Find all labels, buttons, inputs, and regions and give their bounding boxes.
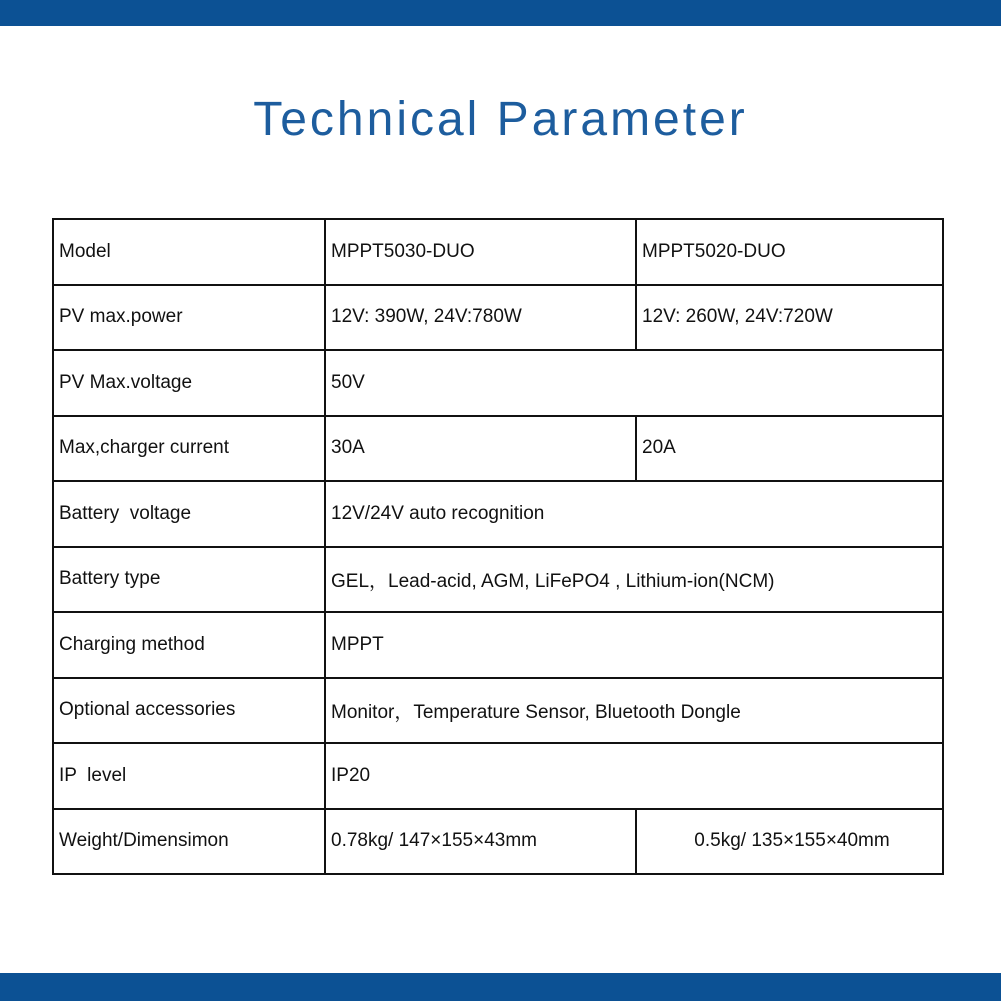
table-row-model bbox=[53, 219, 943, 285]
parameter-table bbox=[52, 218, 944, 875]
row-label: PV Max.voltage bbox=[53, 350, 325, 416]
cell-value: 30A bbox=[325, 416, 636, 482]
table-row-pv-max-power bbox=[53, 285, 943, 351]
cell-value: Monitor，Temperature Sensor, Bluetooth Dongle bbox=[325, 678, 943, 744]
table-row-optional-accessories bbox=[53, 678, 943, 744]
top-accent-bar bbox=[0, 0, 1001, 26]
bottom-accent-bar bbox=[0, 973, 1001, 1001]
table-row-pv-max-voltage bbox=[53, 350, 943, 416]
page-title: Technical Parameter bbox=[253, 93, 748, 146]
cell-value: GEL，Lead-acid, AGM, LiFePO4 , Lithium-ion(NCM) bbox=[325, 547, 943, 613]
row-label: Battery voltage bbox=[53, 481, 325, 547]
table-row-max-charger-current bbox=[53, 416, 943, 482]
parameter-table-body bbox=[53, 219, 943, 874]
row-label: Max,charger current bbox=[53, 416, 325, 482]
row-label: Battery type bbox=[53, 547, 325, 613]
row-label: Optional accessories bbox=[53, 678, 325, 744]
row-label: Weight/Dimensimon bbox=[53, 809, 325, 875]
row-label: Model bbox=[53, 219, 325, 285]
table-row-charging-method bbox=[53, 612, 943, 678]
cell-value: 12V/24V auto recognition bbox=[325, 481, 943, 547]
cell-value: IP20 bbox=[325, 743, 943, 809]
table-row-weight-dimension bbox=[53, 809, 943, 875]
row-label: Charging method bbox=[53, 612, 325, 678]
cell-value: MPPT5020-DUO bbox=[636, 219, 943, 285]
cell-value: MPPT bbox=[325, 612, 943, 678]
table-row-battery-voltage bbox=[53, 481, 943, 547]
row-label: IP level bbox=[53, 743, 325, 809]
cell-value: 0.5kg/ 135×155×40mm bbox=[636, 809, 943, 875]
cell-value: 12V: 390W, 24V:780W bbox=[325, 285, 636, 351]
cell-value: MPPT5030-DUO bbox=[325, 219, 636, 285]
cell-value: 0.78kg/ 147×155×43mm bbox=[325, 809, 636, 875]
cell-value: 12V: 260W, 24V:720W bbox=[636, 285, 943, 351]
cell-value: 50V bbox=[325, 350, 943, 416]
table-row-battery-type bbox=[53, 547, 943, 613]
table-row-ip-level bbox=[53, 743, 943, 809]
cell-value: 20A bbox=[636, 416, 943, 482]
row-label: PV max.power bbox=[53, 285, 325, 351]
